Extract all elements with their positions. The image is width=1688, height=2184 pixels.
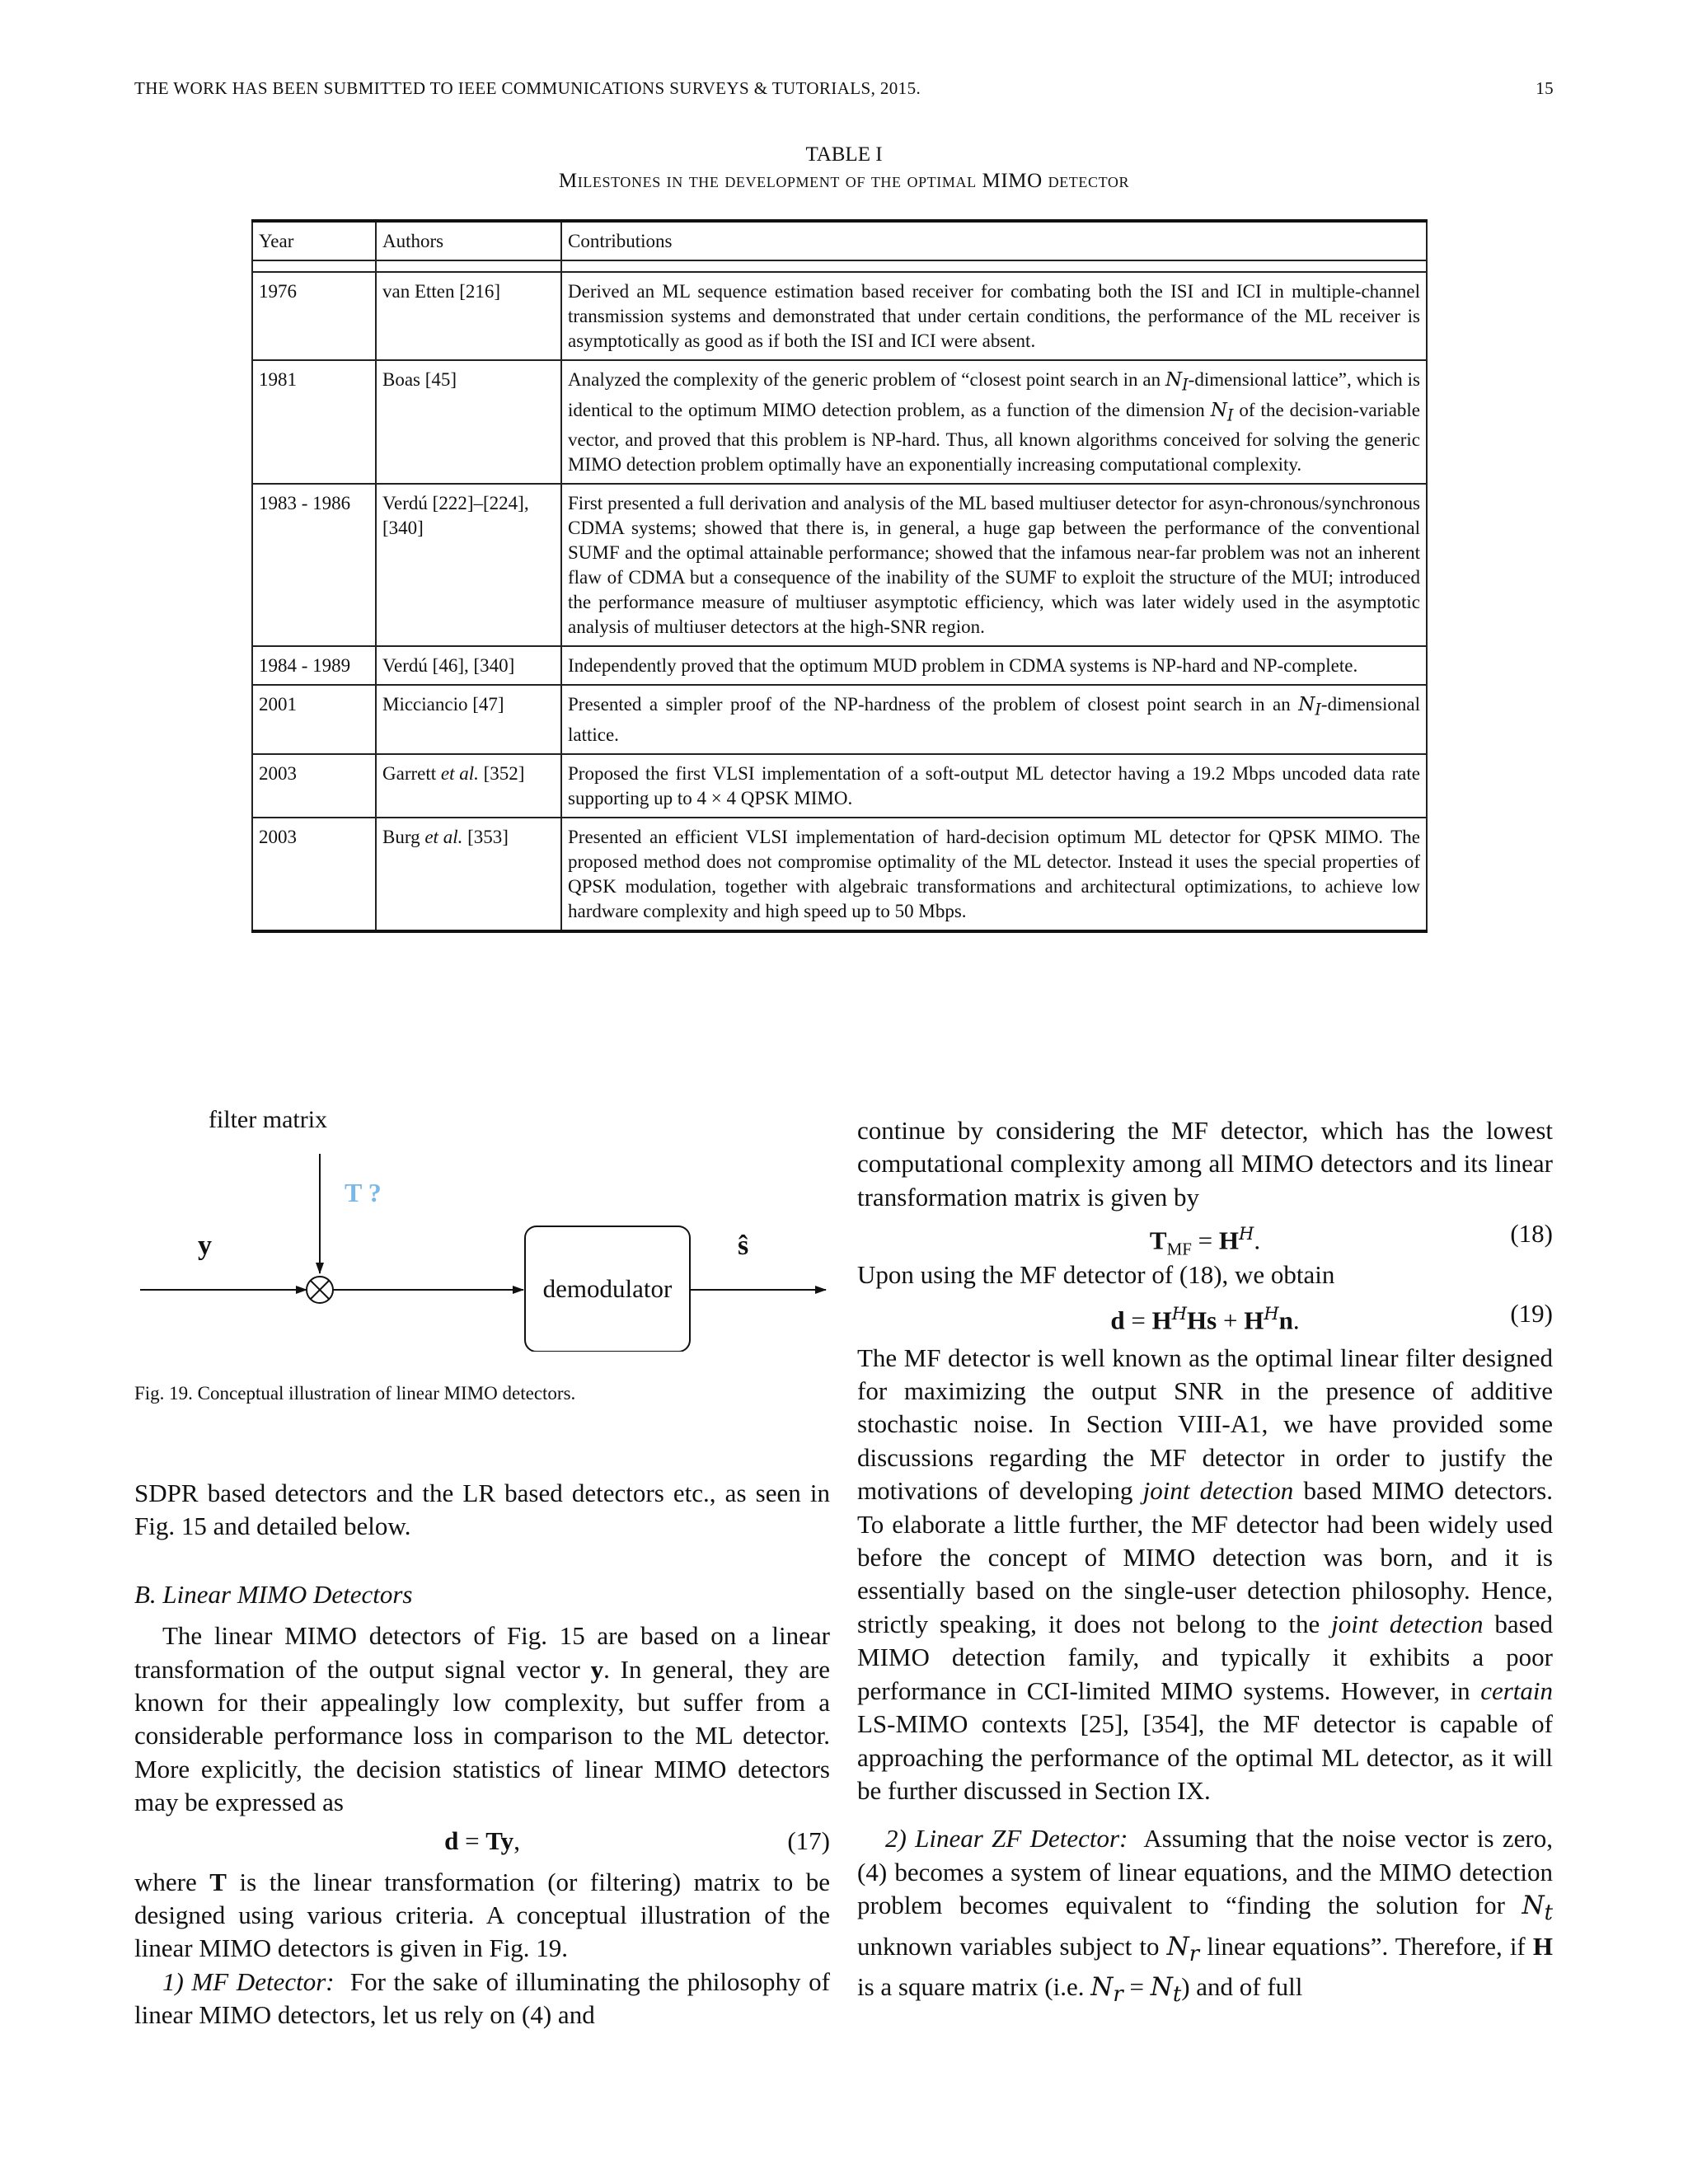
multiplier-icon bbox=[307, 1277, 333, 1303]
right-paragraph-mf: The MF detector is well known as the optimal linear filter designed for maximizing the output SNR in the presence of additive stochastic noise. In Section VIII-A1, we have provided some discussions regarding the MF detector in order to justify the motivations of developing joint detection based MIMO detectors. To elaborate a little further, the MF detector had been widely used before the concept of MIMO detection was born, and it is essentially based on the single-user detection philosophy. Hence, strictly speaking, it does not belong to the joint detection based MIMO detection family, and typically it exhibits a poor performance in CCI-limited MIMO systems. However, in certain LS-MIMO contexts [25], [354], the MF detector is capable of approaching the performance of the optimal ML detector, as it will be further discussed in Section IX. bbox=[857, 1343, 1553, 1805]
table-header-row bbox=[252, 221, 1427, 260]
right-paragraph-upon: Upon using the MF detector of (18), we obtain bbox=[857, 1260, 1335, 1290]
cell-authors: Verdú [222]–[224], [340] bbox=[376, 484, 561, 646]
cell-authors: Garrett et al. [352] bbox=[376, 754, 561, 818]
table-row bbox=[252, 484, 1427, 646]
table-label: TABLE I bbox=[805, 143, 883, 166]
left-column bbox=[134, 1477, 830, 2032]
left-paragraph-continued: SDPR based detectors and the LR based detectors etc., as seen in Fig. 15 and detailed below. bbox=[134, 1479, 830, 1541]
mf-detector-paragraph bbox=[134, 1966, 830, 2032]
equation-18-body: $T_{MF} = H^H$. bbox=[1149, 1224, 1261, 1259]
cell-year: 1983 - 1986 bbox=[252, 484, 376, 646]
section-heading: B. Linear MIMO Detectors bbox=[134, 1579, 413, 1609]
demodulator-label: demodulator bbox=[542, 1274, 673, 1303]
cell-year: 2003 bbox=[252, 754, 376, 818]
cell-year: 1981 bbox=[252, 360, 376, 484]
mf-detector-heading: 1) MF Detector: bbox=[162, 1966, 335, 1996]
table-spacer bbox=[252, 260, 1427, 272]
equation-18 bbox=[857, 1217, 1553, 1258]
equation-17-body: d = Ty, bbox=[444, 1825, 520, 1855]
cell-contribution: Analyzed the complexity of the generic problem of “closest point search in an $N_I$-dimensional lattice”, which is identical to the optimum MIMO detection problem, as a function of the dimension $N_I$ of the decision-variable vector, and proved that this problem is NP-hard. Thus, all known algorithms conceived for solving the generic MIMO detection problem optimally have an exponentially increasing computational complexity. bbox=[561, 360, 1427, 484]
left-paragraph-where: where T is the linear transformation (or filtering) matrix to be designed using various criteria. A conceptual illustration of the linear MIMO detectors is given in Fig. 19. bbox=[134, 1867, 830, 1963]
table-row bbox=[252, 754, 1427, 818]
output-s-hat-label: ŝ bbox=[738, 1230, 749, 1261]
cell-contribution: Derived an ML sequence estimation based receiver for combating both the ISI and ICI in multiple-channel transmission systems and demonstrated that under certain conditions, the performance of the ML receiver is asymptotically as good as if both the ISI and ICI were absent. bbox=[561, 272, 1427, 360]
running-title: THE WORK HAS BEEN SUBMITTED TO IEEE COMMUNICATIONS SURVEYS & TUTORIALS, 2015. bbox=[134, 78, 921, 98]
cell-contribution: First presented a full derivation and analysis of the ML based multiuser detector for asyn-chronous/synchronous CDMA systems; showed that there is, in general, a huge gap between the performance of the conventional SUMF and the optimal attainable performance; showed that the infamous near-far problem was not an inherent flaw of CDMA but a consequence of the inability of the SUMF to exploit the structure of the MUI; introduced the performance measure of multiuser asymptotic efficiency, which was later widely used in the asymptotic analysis of multiuser detectors at the high-SNR region. bbox=[561, 484, 1427, 646]
figure-caption: Fig. 19. Conceptual illustration of linear MIMO detectors. bbox=[134, 1383, 576, 1404]
right-paragraph-continued: continue by considering the MF detector, which has the lowest computational complexity among all MIMO detectors and its linear transformation matrix is given by bbox=[857, 1116, 1553, 1212]
cell-contribution: Independently proved that the optimum MUD problem in CDMA systems is NP-hard and NP-complete. bbox=[561, 646, 1427, 685]
milestones-table bbox=[251, 219, 1428, 933]
header-year: Year bbox=[252, 221, 376, 260]
page-number: 15 bbox=[1536, 78, 1554, 98]
cell-authors: Burg et al. [353] bbox=[376, 818, 561, 931]
cell-year: 2003 bbox=[252, 818, 376, 931]
equation-17 bbox=[134, 1825, 830, 1866]
running-header bbox=[134, 78, 1554, 99]
cell-authors: Boas [45] bbox=[376, 360, 561, 484]
t-query-label: T ? bbox=[345, 1178, 382, 1207]
left-paragraph-linear: The linear MIMO detectors of Fig. 15 are based on a linear transformation of the output signal vector y. In general, they are known for their appealingly low complexity, but suffer from a considerable performance loss in comparison to the ML detector. More explicitly, the decision statistics of linear MIMO detectors may be expressed as bbox=[134, 1621, 830, 1817]
cell-year: 2001 bbox=[252, 685, 376, 754]
cell-authors: van Etten [216] bbox=[376, 272, 561, 360]
zf-detector-paragraph: 2) Linear ZF Detector: Assuming that the noise vector is zero, (4) becomes a system of linear equations, and the MIMO detection problem becomes equivalent to “finding the solution for $N_t$ unknown variables subject to $N_r$ linear equations”. Therefore, if H is a square matrix (i.e. $N_r = N_t$) and of full bbox=[857, 1824, 1553, 2008]
filter-matrix-label: filter matrix bbox=[208, 1106, 328, 1133]
mf-detector-text: For the sake of illuminating the philosophy of linear MIMO detectors, let us rely on (4) and bbox=[134, 1966, 830, 2030]
table-row bbox=[252, 685, 1427, 754]
cell-authors: Verdú [46], [340] bbox=[376, 646, 561, 685]
table-title: Milestones in the development of the optimal MIMO detector bbox=[558, 170, 1130, 192]
cell-year: 1976 bbox=[252, 272, 376, 360]
table-row bbox=[252, 360, 1427, 484]
cell-contribution: Presented an efficient VLSI implementation of hard-decision optimum ML detector for QPSK MIMO. The proposed method does not compromise optimality of the ML detector. Instead it uses the special properties of QPSK modulation, together with algebraic transformations and architectural optimizations, to achieve low hardware complexity and high speed up to 50 Mbps. bbox=[561, 818, 1427, 931]
zf-detector-heading: 2) Linear ZF Detector: bbox=[885, 1824, 1128, 1854]
table-caption bbox=[0, 142, 1688, 194]
equation-19 bbox=[857, 1297, 1553, 1338]
table-row bbox=[252, 272, 1427, 360]
input-y-label: y bbox=[198, 1230, 212, 1261]
equation-19-number: (19) bbox=[1510, 1298, 1553, 1328]
linear-detector-diagram bbox=[132, 1104, 832, 1352]
right-column bbox=[857, 1114, 1553, 2012]
cell-authors: Micciancio [47] bbox=[376, 685, 561, 754]
header-contributions: Contributions bbox=[561, 221, 1427, 260]
cell-contribution: Presented a simpler proof of the NP-hardness of the problem of closest point search in an $N_I$-dimensional lattice. bbox=[561, 685, 1427, 754]
header-authors: Authors bbox=[376, 221, 561, 260]
table-row bbox=[252, 818, 1427, 931]
equation-18-number: (18) bbox=[1510, 1219, 1553, 1249]
table-row bbox=[252, 646, 1427, 685]
cell-contribution: Proposed the first VLSI implementation of a soft-output ML detector having a 19.2 Mbps uncoded data rate supporting up to 4 × 4 QPSK MIMO. bbox=[561, 754, 1427, 818]
equation-19-body: $d = H^HHs + H^Hn$. bbox=[1110, 1303, 1300, 1334]
equation-17-number: (17) bbox=[787, 1825, 830, 1855]
cell-year: 1984 - 1989 bbox=[252, 646, 376, 685]
